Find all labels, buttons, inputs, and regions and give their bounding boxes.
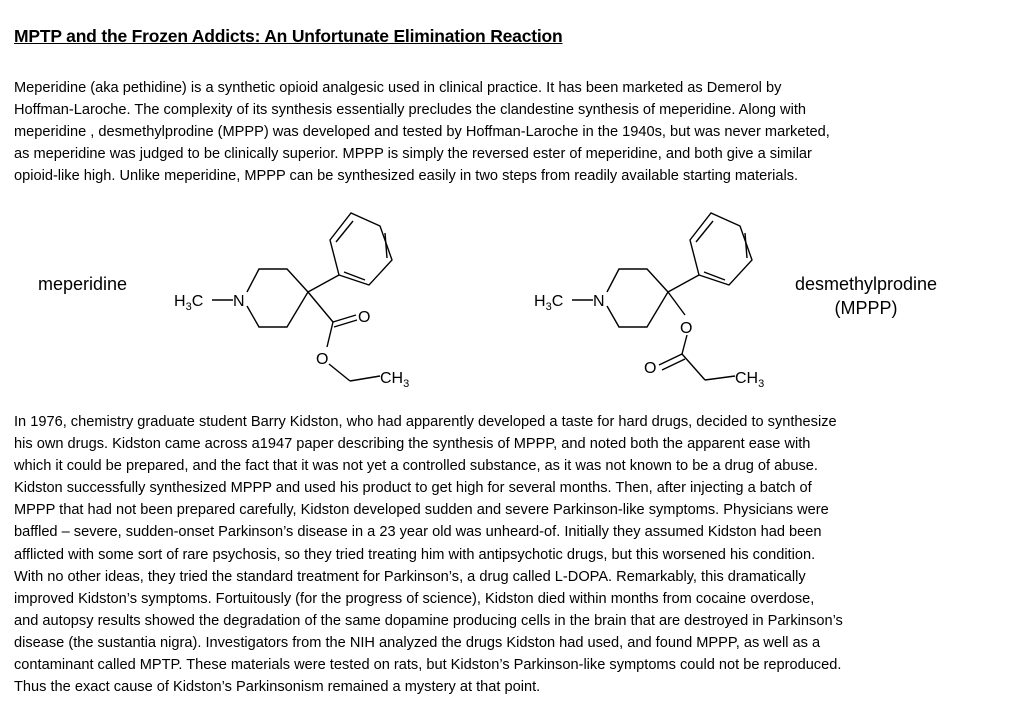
intro-paragraph bbox=[14, 77, 1014, 187]
nitrogen-label: N bbox=[233, 293, 245, 310]
mppp-structure bbox=[534, 213, 937, 390]
phenyl-double-bond bbox=[696, 221, 713, 242]
ethyl-bond bbox=[350, 376, 380, 381]
phenyl-double-bond bbox=[385, 233, 387, 258]
paragraph-line: In 1976, chemistry graduate student Barry Kidston, who had apparently developed a taste for hard drugs, decided to synthesize bbox=[14, 414, 837, 430]
carbonyl-bond bbox=[659, 354, 682, 365]
methyl-end-label: $CH_3$ bbox=[380, 370, 410, 390]
paragraph-line: MPPP that had not been prepared carefully, Kidston developed sudden and severe Parkinson-like symptoms. Physicians were bbox=[14, 502, 829, 519]
carbonyl-oxygen-label: O bbox=[644, 360, 657, 377]
ethyl-bond bbox=[329, 364, 350, 381]
mppp-abbrev-label: (MPPP) bbox=[834, 298, 898, 318]
ester-oxygen-bond bbox=[327, 322, 333, 347]
meperidine-label: meperidine bbox=[38, 274, 128, 294]
phenyl-bond bbox=[308, 275, 339, 292]
phenyl-double-bond bbox=[344, 272, 365, 280]
methyl-label: $H_3C$ bbox=[534, 293, 564, 313]
ester-bond bbox=[682, 335, 687, 354]
history-paragraph bbox=[14, 411, 1014, 698]
ethyl-bond bbox=[682, 354, 705, 380]
paragraph-line: With no other ideas, they tried the standard treatment for Parkinson’s, a drug called L-DOPA. Remarkably, this dramatically bbox=[14, 568, 806, 585]
paragraph-line: which it could be prepared, and the fact that it was not yet a controlled substance, as it was not known to be a drug of abuse. bbox=[14, 458, 818, 475]
piperidine-ring bbox=[607, 269, 668, 327]
paragraph-line: as meperidine was judged to be clinically superior. MPPP is simply the reversed ester of meperidine, and both give a similar bbox=[14, 146, 812, 163]
chemical-structures-figure bbox=[0, 200, 1024, 405]
paragraph-line: Thus the exact cause of Kidston’s Parkinsonism remained a mystery at that point. bbox=[14, 679, 541, 696]
mppp-label: desmethylprodine bbox=[794, 274, 938, 294]
phenyl-double-bond bbox=[336, 221, 353, 242]
methyl-end-label: $CH_3$ bbox=[735, 370, 765, 390]
paragraph-line: afflicted with some sort of rare psychosis, so they tried treating him with antipsychotic drugs, but this worsened his condition. bbox=[14, 546, 816, 563]
phenyl-bond bbox=[668, 275, 699, 292]
phenyl-double-bond bbox=[704, 272, 725, 280]
document-title: MPTP and the Frozen Addicts: An Unfortunate Elimination Reaction bbox=[14, 26, 563, 46]
carbonyl-double-bond bbox=[662, 359, 685, 370]
paragraph-line: and autopsy results showed the degradation of the same dopamine producing cells in the brain that are destroyed in Parkinson’s bbox=[14, 612, 843, 629]
ester-oxygen-label: O bbox=[316, 351, 329, 368]
phenyl-ring bbox=[330, 213, 392, 285]
nitrogen-label: N bbox=[593, 293, 605, 310]
structures-svg bbox=[0, 200, 1024, 405]
piperidine-ring bbox=[247, 269, 308, 327]
paragraph-line: Meperidine (aka pethidine) is a synthetic opioid analgesic used in clinical practice. It has been marketed as Demerol by bbox=[14, 80, 782, 96]
paragraph-line: opioid-like high. Unlike meperidine, MPPP can be synthesized easily in two steps from readily available starting materials. bbox=[14, 168, 799, 185]
paragraph-line: Kidston successfully synthesized MPPP and used his product to get high for several months. Then, after injecting a batch of bbox=[14, 480, 812, 497]
paragraph-line: meperidine , desmethylprodine (MPPP) was developed and tested by Hoffman-Laroche in the 1940s, but was never marketed, bbox=[14, 124, 830, 141]
paragraph-line: baffled – severe, sudden-onset Parkinson’s disease in a 23 year old was unheard-of. Initially they assumed Kidston had been bbox=[14, 524, 822, 541]
ester-oxygen-label: O bbox=[680, 320, 693, 337]
paragraph-line: improved Kidston’s symptoms. Fortuitously (for the progress of science), Kidston died within months from cocaine overdose, bbox=[14, 590, 815, 607]
phenyl-double-bond bbox=[745, 233, 747, 258]
ester-bond bbox=[308, 292, 333, 322]
paragraph-line: contaminant called MPTP. These materials were tested on rats, but Kidston’s Parkinson-like symptoms could not be reproduced. bbox=[14, 657, 842, 674]
paragraph-line: Hoffman-Laroche. The complexity of its synthesis essentially precludes the clandestine synthesis of meperidine. Along with bbox=[14, 102, 806, 119]
carbonyl-oxygen-label: O bbox=[358, 309, 371, 326]
phenyl-ring bbox=[690, 213, 752, 285]
meperidine-structure bbox=[38, 213, 409, 390]
paragraph-line: disease (the sustantia nigra). Investigators from the NIH analyzed the drugs Kidston had used, and found MPPP, as well as a bbox=[14, 634, 821, 651]
ethyl-bond bbox=[705, 376, 735, 380]
paragraph-line: his own drugs. Kidston came across a1947 paper describing the synthesis of MPPP, and noted both the apparent ease with bbox=[14, 436, 811, 453]
methyl-label: $H_3C$ bbox=[174, 293, 204, 313]
ester-oxygen-bond bbox=[668, 292, 685, 315]
